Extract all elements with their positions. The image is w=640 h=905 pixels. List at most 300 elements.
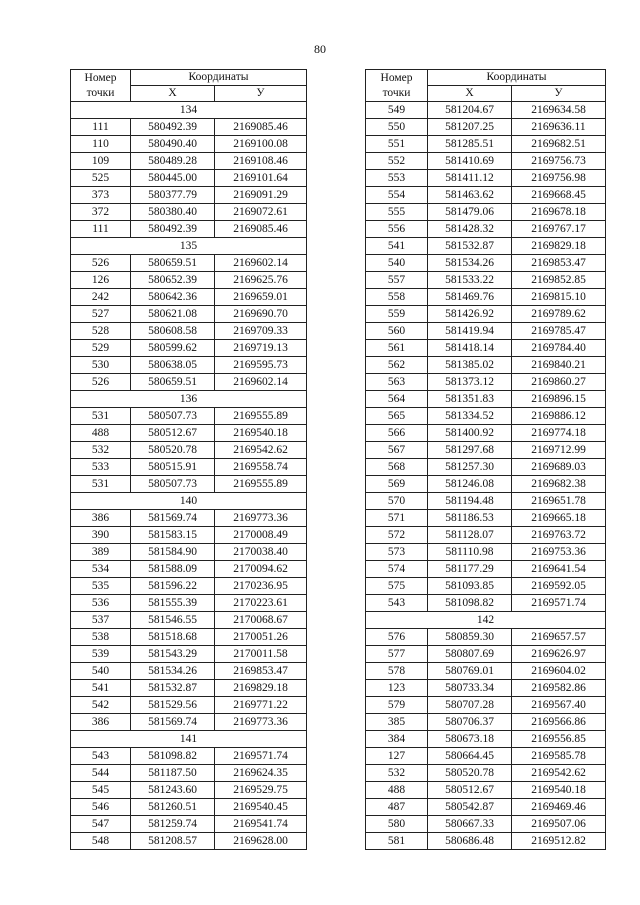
y-cell: 2169853.47 xyxy=(215,663,307,680)
x-cell: 580667.33 xyxy=(428,816,512,833)
y-cell: 2169896.15 xyxy=(512,391,606,408)
table-row xyxy=(71,323,307,340)
y-cell: 2169682.51 xyxy=(512,136,606,153)
table-row xyxy=(366,408,606,425)
x-cell: 581419.94 xyxy=(428,323,512,340)
x-cell: 581588.09 xyxy=(131,561,215,578)
table-row xyxy=(71,782,307,799)
x-cell: 580377.79 xyxy=(131,187,215,204)
table-row xyxy=(366,714,606,731)
table-row xyxy=(366,119,606,136)
point-number-cell: 532 xyxy=(71,442,131,459)
x-cell: 581555.39 xyxy=(131,595,215,612)
page-number: 80 xyxy=(314,42,326,56)
x-cell: 580512.67 xyxy=(428,782,512,799)
coordinates-table-right-body xyxy=(366,102,606,850)
table-row xyxy=(366,306,606,323)
x-cell: 580507.73 xyxy=(131,408,215,425)
y-cell: 2169507.06 xyxy=(512,816,606,833)
x-cell: 580515.91 xyxy=(131,459,215,476)
x-cell: 581208.57 xyxy=(131,833,215,850)
point-number-header-line2: точки xyxy=(86,86,115,99)
y-cell: 2170236.95 xyxy=(215,578,307,595)
table-row xyxy=(366,816,606,833)
x-cell: 580599.62 xyxy=(131,340,215,357)
table-row xyxy=(71,306,307,323)
y-cell: 2170008.49 xyxy=(215,527,307,544)
x-cell: 581351.83 xyxy=(428,391,512,408)
point-number-cell: 580 xyxy=(366,816,428,833)
point-number-cell: 536 xyxy=(71,595,131,612)
x-cell: 580673.18 xyxy=(428,731,512,748)
x-cell: 580652.39 xyxy=(131,272,215,289)
point-number-cell: 555 xyxy=(366,204,428,221)
table-row xyxy=(366,221,606,238)
point-number-cell: 569 xyxy=(366,476,428,493)
group-number: 135 xyxy=(71,238,307,255)
group-number: 142 xyxy=(366,612,606,629)
point-number-cell: 572 xyxy=(366,527,428,544)
point-number-cell: 531 xyxy=(71,476,131,493)
x-cell: 581260.51 xyxy=(131,799,215,816)
x-cell: 581204.67 xyxy=(428,102,512,119)
y-cell: 2169085.46 xyxy=(215,221,307,238)
x-cell: 581583.15 xyxy=(131,527,215,544)
x-cell: 580512.67 xyxy=(131,425,215,442)
point-number-cell: 568 xyxy=(366,459,428,476)
coordinates-header: Координаты xyxy=(131,70,307,86)
table-row xyxy=(366,799,606,816)
y-cell: 2169773.36 xyxy=(215,714,307,731)
table-row xyxy=(366,289,606,306)
x-cell: 581373.12 xyxy=(428,374,512,391)
table-row xyxy=(366,527,606,544)
point-number-cell: 541 xyxy=(366,238,428,255)
point-number-cell: 535 xyxy=(71,578,131,595)
point-number-cell: 386 xyxy=(71,714,131,731)
x-cell: 581128.07 xyxy=(428,527,512,544)
y-cell: 2169852.85 xyxy=(512,272,606,289)
y-cell: 2169712.99 xyxy=(512,442,606,459)
x-cell: 581243.60 xyxy=(131,782,215,799)
y-cell: 2169582.86 xyxy=(512,680,606,697)
table-row xyxy=(366,833,606,850)
point-number-cell: 389 xyxy=(71,544,131,561)
table-row xyxy=(71,561,307,578)
x-cell: 581246.08 xyxy=(428,476,512,493)
table-row xyxy=(71,765,307,782)
x-cell: 581098.82 xyxy=(131,748,215,765)
table-row xyxy=(366,238,606,255)
x-cell: 581469.76 xyxy=(428,289,512,306)
table-row xyxy=(366,680,606,697)
group-row xyxy=(71,731,307,748)
table-row xyxy=(71,459,307,476)
table-row xyxy=(71,748,307,765)
point-number-cell: 487 xyxy=(366,799,428,816)
y-cell: 2169585.78 xyxy=(512,748,606,765)
table-row xyxy=(71,408,307,425)
table-row xyxy=(71,289,307,306)
point-number-cell: 529 xyxy=(71,340,131,357)
point-number-cell: 528 xyxy=(71,323,131,340)
table-row xyxy=(366,357,606,374)
point-number-cell: 547 xyxy=(71,816,131,833)
y-cell: 2169774.18 xyxy=(512,425,606,442)
x-cell: 580445.00 xyxy=(131,170,215,187)
y-cell: 2169634.58 xyxy=(512,102,606,119)
y-cell: 2169542.62 xyxy=(512,765,606,782)
point-number-cell: 527 xyxy=(71,306,131,323)
x-cell: 581186.53 xyxy=(428,510,512,527)
point-number-cell: 540 xyxy=(366,255,428,272)
point-number-cell: 559 xyxy=(366,306,428,323)
y-cell: 2169602.14 xyxy=(215,255,307,272)
x-header: Х xyxy=(428,86,512,102)
point-number-cell: 550 xyxy=(366,119,428,136)
point-number-cell: 488 xyxy=(366,782,428,799)
y-cell: 2169659.01 xyxy=(215,289,307,306)
point-number-cell: 531 xyxy=(71,408,131,425)
coordinates-table-left-body xyxy=(71,102,307,850)
x-cell: 580507.73 xyxy=(131,476,215,493)
y-cell: 2169771.22 xyxy=(215,697,307,714)
group-number: 134 xyxy=(71,102,307,119)
x-cell: 581479.06 xyxy=(428,204,512,221)
x-cell: 581426.92 xyxy=(428,306,512,323)
table-row xyxy=(71,136,307,153)
y-cell: 2169469.46 xyxy=(512,799,606,816)
y-cell: 2169555.89 xyxy=(215,476,307,493)
point-number-cell: 526 xyxy=(71,255,131,272)
y-cell: 2170011.58 xyxy=(215,646,307,663)
point-number-cell: 545 xyxy=(71,782,131,799)
point-number-cell: 573 xyxy=(366,544,428,561)
point-number-cell: 548 xyxy=(71,833,131,850)
point-number-cell: 544 xyxy=(71,765,131,782)
point-number-cell: 525 xyxy=(71,170,131,187)
x-cell: 581297.68 xyxy=(428,442,512,459)
table-row xyxy=(71,510,307,527)
point-number-cell: 567 xyxy=(366,442,428,459)
point-number-cell: 126 xyxy=(71,272,131,289)
y-cell: 2169763.72 xyxy=(512,527,606,544)
y-cell: 2169773.36 xyxy=(215,510,307,527)
x-cell: 580492.39 xyxy=(131,221,215,238)
y-cell: 2169665.18 xyxy=(512,510,606,527)
x-cell: 580520.78 xyxy=(428,765,512,782)
y-cell: 2169756.73 xyxy=(512,153,606,170)
x-cell: 581400.92 xyxy=(428,425,512,442)
y-cell: 2169540.45 xyxy=(215,799,307,816)
y-cell: 2169602.14 xyxy=(215,374,307,391)
point-number-cell: 574 xyxy=(366,561,428,578)
point-number-cell: 556 xyxy=(366,221,428,238)
y-cell: 2170094.62 xyxy=(215,561,307,578)
x-cell: 581428.32 xyxy=(428,221,512,238)
table-row xyxy=(71,799,307,816)
table-row xyxy=(366,578,606,595)
x-cell: 581518.68 xyxy=(131,629,215,646)
x-cell: 580542.87 xyxy=(428,799,512,816)
x-cell: 581463.62 xyxy=(428,187,512,204)
table-row xyxy=(71,119,307,136)
table-row xyxy=(71,187,307,204)
point-number-cell: 543 xyxy=(366,595,428,612)
table-row xyxy=(366,340,606,357)
table-row xyxy=(366,646,606,663)
table-row xyxy=(71,153,307,170)
x-cell: 580490.40 xyxy=(131,136,215,153)
point-number-cell: 123 xyxy=(366,680,428,697)
x-cell: 580659.51 xyxy=(131,374,215,391)
point-number-cell: 578 xyxy=(366,663,428,680)
point-number-cell: 558 xyxy=(366,289,428,306)
table-row xyxy=(71,442,307,459)
y-cell: 2169595.73 xyxy=(215,357,307,374)
x-cell: 581569.74 xyxy=(131,510,215,527)
point-number-cell: 538 xyxy=(71,629,131,646)
group-number: 140 xyxy=(71,493,307,510)
group-row xyxy=(366,612,606,629)
table-row xyxy=(71,357,307,374)
x-cell: 581207.25 xyxy=(428,119,512,136)
table-row xyxy=(366,493,606,510)
x-cell: 581569.74 xyxy=(131,714,215,731)
x-cell: 581177.29 xyxy=(428,561,512,578)
point-number-cell: 390 xyxy=(71,527,131,544)
x-cell: 581529.56 xyxy=(131,697,215,714)
x-cell: 581418.14 xyxy=(428,340,512,357)
x-cell: 580608.58 xyxy=(131,323,215,340)
point-number-cell: 534 xyxy=(71,561,131,578)
table-row xyxy=(366,323,606,340)
point-number-cell: 386 xyxy=(71,510,131,527)
point-number-cell: 577 xyxy=(366,646,428,663)
x-cell: 581259.74 xyxy=(131,816,215,833)
table-row xyxy=(71,629,307,646)
point-number-cell: 549 xyxy=(366,102,428,119)
group-row xyxy=(71,102,307,119)
x-cell: 580733.34 xyxy=(428,680,512,697)
x-cell: 581410.69 xyxy=(428,153,512,170)
point-number-cell: 563 xyxy=(366,374,428,391)
point-number-cell: 542 xyxy=(71,697,131,714)
y-cell: 2169625.76 xyxy=(215,272,307,289)
x-cell: 581534.26 xyxy=(131,663,215,680)
point-number-cell: 539 xyxy=(71,646,131,663)
x-cell: 580859.30 xyxy=(428,629,512,646)
point-number-cell: 561 xyxy=(366,340,428,357)
point-number-cell: 560 xyxy=(366,323,428,340)
group-number: 141 xyxy=(71,731,307,748)
y-cell: 2169829.18 xyxy=(215,680,307,697)
x-cell: 581187.50 xyxy=(131,765,215,782)
x-cell: 580686.48 xyxy=(428,833,512,850)
y-cell: 2169709.33 xyxy=(215,323,307,340)
x-cell: 580707.28 xyxy=(428,697,512,714)
x-cell: 581257.30 xyxy=(428,459,512,476)
table-row xyxy=(366,544,606,561)
y-cell: 2169626.97 xyxy=(512,646,606,663)
y-cell: 2170038.40 xyxy=(215,544,307,561)
point-number-cell: 541 xyxy=(71,680,131,697)
point-number-cell: 562 xyxy=(366,357,428,374)
point-number-cell: 111 xyxy=(71,221,131,238)
table-row xyxy=(71,680,307,697)
point-number-cell: 110 xyxy=(71,136,131,153)
table-row xyxy=(366,272,606,289)
x-cell: 581411.12 xyxy=(428,170,512,187)
x-cell: 580807.69 xyxy=(428,646,512,663)
y-cell: 2169853.47 xyxy=(512,255,606,272)
point-number-cell: 530 xyxy=(71,357,131,374)
table-row xyxy=(366,595,606,612)
y-cell: 2169529.75 xyxy=(215,782,307,799)
y-cell: 2169604.02 xyxy=(512,663,606,680)
y-cell: 2169540.18 xyxy=(215,425,307,442)
y-cell: 2169512.82 xyxy=(512,833,606,850)
point-number-header-line1: Номер xyxy=(84,71,117,84)
x-cell: 581194.48 xyxy=(428,493,512,510)
y-cell: 2170223.61 xyxy=(215,595,307,612)
point-number-header xyxy=(71,70,131,102)
y-cell: 2169541.74 xyxy=(215,816,307,833)
table-row xyxy=(366,765,606,782)
table-row xyxy=(366,663,606,680)
table-row xyxy=(366,374,606,391)
table-row xyxy=(366,153,606,170)
x-cell: 581385.02 xyxy=(428,357,512,374)
point-number-cell: 581 xyxy=(366,833,428,850)
y-cell: 2169682.38 xyxy=(512,476,606,493)
table-row xyxy=(71,544,307,561)
y-cell: 2169784.40 xyxy=(512,340,606,357)
y-cell: 2169592.05 xyxy=(512,578,606,595)
y-cell: 2169756.98 xyxy=(512,170,606,187)
x-cell: 580659.51 xyxy=(131,255,215,272)
group-row xyxy=(71,493,307,510)
point-number-cell: 566 xyxy=(366,425,428,442)
y-cell: 2169101.64 xyxy=(215,170,307,187)
x-header: Х xyxy=(131,86,215,102)
point-number-header-line1: Номер xyxy=(380,71,413,84)
point-number-cell: 551 xyxy=(366,136,428,153)
table-row xyxy=(366,187,606,204)
y-header: У xyxy=(512,86,606,102)
point-number-cell: 532 xyxy=(366,765,428,782)
x-cell: 580380.40 xyxy=(131,204,215,221)
table-row xyxy=(366,697,606,714)
x-cell: 581532.87 xyxy=(131,680,215,697)
y-cell: 2169540.18 xyxy=(512,782,606,799)
y-cell: 2169556.85 xyxy=(512,731,606,748)
point-number-cell: 537 xyxy=(71,612,131,629)
table-row xyxy=(366,425,606,442)
x-cell: 581534.26 xyxy=(428,255,512,272)
y-cell: 2169555.89 xyxy=(215,408,307,425)
y-cell: 2169886.12 xyxy=(512,408,606,425)
y-cell: 2169636.11 xyxy=(512,119,606,136)
point-number-cell: 526 xyxy=(71,374,131,391)
y-cell: 2170051.26 xyxy=(215,629,307,646)
table-row xyxy=(71,714,307,731)
x-cell: 581533.22 xyxy=(428,272,512,289)
x-cell: 580621.08 xyxy=(131,306,215,323)
point-number-header-line2: точки xyxy=(382,86,411,99)
y-cell: 2169657.57 xyxy=(512,629,606,646)
x-cell: 580489.28 xyxy=(131,153,215,170)
x-cell: 580642.36 xyxy=(131,289,215,306)
point-number-cell: 111 xyxy=(71,119,131,136)
table-row xyxy=(71,425,307,442)
table-row xyxy=(366,782,606,799)
point-number-cell: 373 xyxy=(71,187,131,204)
table-row xyxy=(366,391,606,408)
table-row xyxy=(71,646,307,663)
x-cell: 580638.05 xyxy=(131,357,215,374)
y-cell: 2169840.21 xyxy=(512,357,606,374)
table-row xyxy=(71,612,307,629)
table-row xyxy=(71,595,307,612)
y-cell: 2169785.47 xyxy=(512,323,606,340)
y-cell: 2169767.17 xyxy=(512,221,606,238)
y-cell: 2169571.74 xyxy=(512,595,606,612)
y-cell: 2169072.61 xyxy=(215,204,307,221)
table-row xyxy=(71,272,307,289)
y-cell: 2169860.27 xyxy=(512,374,606,391)
point-number-cell: 565 xyxy=(366,408,428,425)
x-cell: 580769.01 xyxy=(428,663,512,680)
y-cell: 2169100.08 xyxy=(215,136,307,153)
table-row xyxy=(71,578,307,595)
y-cell: 2169815.10 xyxy=(512,289,606,306)
x-cell: 580520.78 xyxy=(131,442,215,459)
y-cell: 2169108.46 xyxy=(215,153,307,170)
y-cell: 2169085.46 xyxy=(215,119,307,136)
y-cell: 2169719.13 xyxy=(215,340,307,357)
y-cell: 2169678.18 xyxy=(512,204,606,221)
table-row xyxy=(71,663,307,680)
y-cell: 2169624.35 xyxy=(215,765,307,782)
table-row xyxy=(71,170,307,187)
point-number-cell: 384 xyxy=(366,731,428,748)
table-row xyxy=(366,136,606,153)
table-row xyxy=(366,731,606,748)
group-row xyxy=(71,391,307,408)
point-number-cell: 127 xyxy=(366,748,428,765)
table-row xyxy=(71,527,307,544)
x-cell: 581543.29 xyxy=(131,646,215,663)
point-number-cell: 543 xyxy=(71,748,131,765)
y-cell: 2169542.62 xyxy=(215,442,307,459)
y-cell: 2169628.00 xyxy=(215,833,307,850)
x-cell: 581093.85 xyxy=(428,578,512,595)
table-row xyxy=(71,697,307,714)
x-cell: 581334.52 xyxy=(428,408,512,425)
x-cell: 581110.98 xyxy=(428,544,512,561)
x-cell: 581546.55 xyxy=(131,612,215,629)
table-row xyxy=(366,204,606,221)
table-row xyxy=(71,374,307,391)
y-cell: 2169690.70 xyxy=(215,306,307,323)
x-cell: 581532.87 xyxy=(428,238,512,255)
table-row xyxy=(71,476,307,493)
group-row xyxy=(71,238,307,255)
y-cell: 2169689.03 xyxy=(512,459,606,476)
table-row xyxy=(366,561,606,578)
point-number-cell: 385 xyxy=(366,714,428,731)
